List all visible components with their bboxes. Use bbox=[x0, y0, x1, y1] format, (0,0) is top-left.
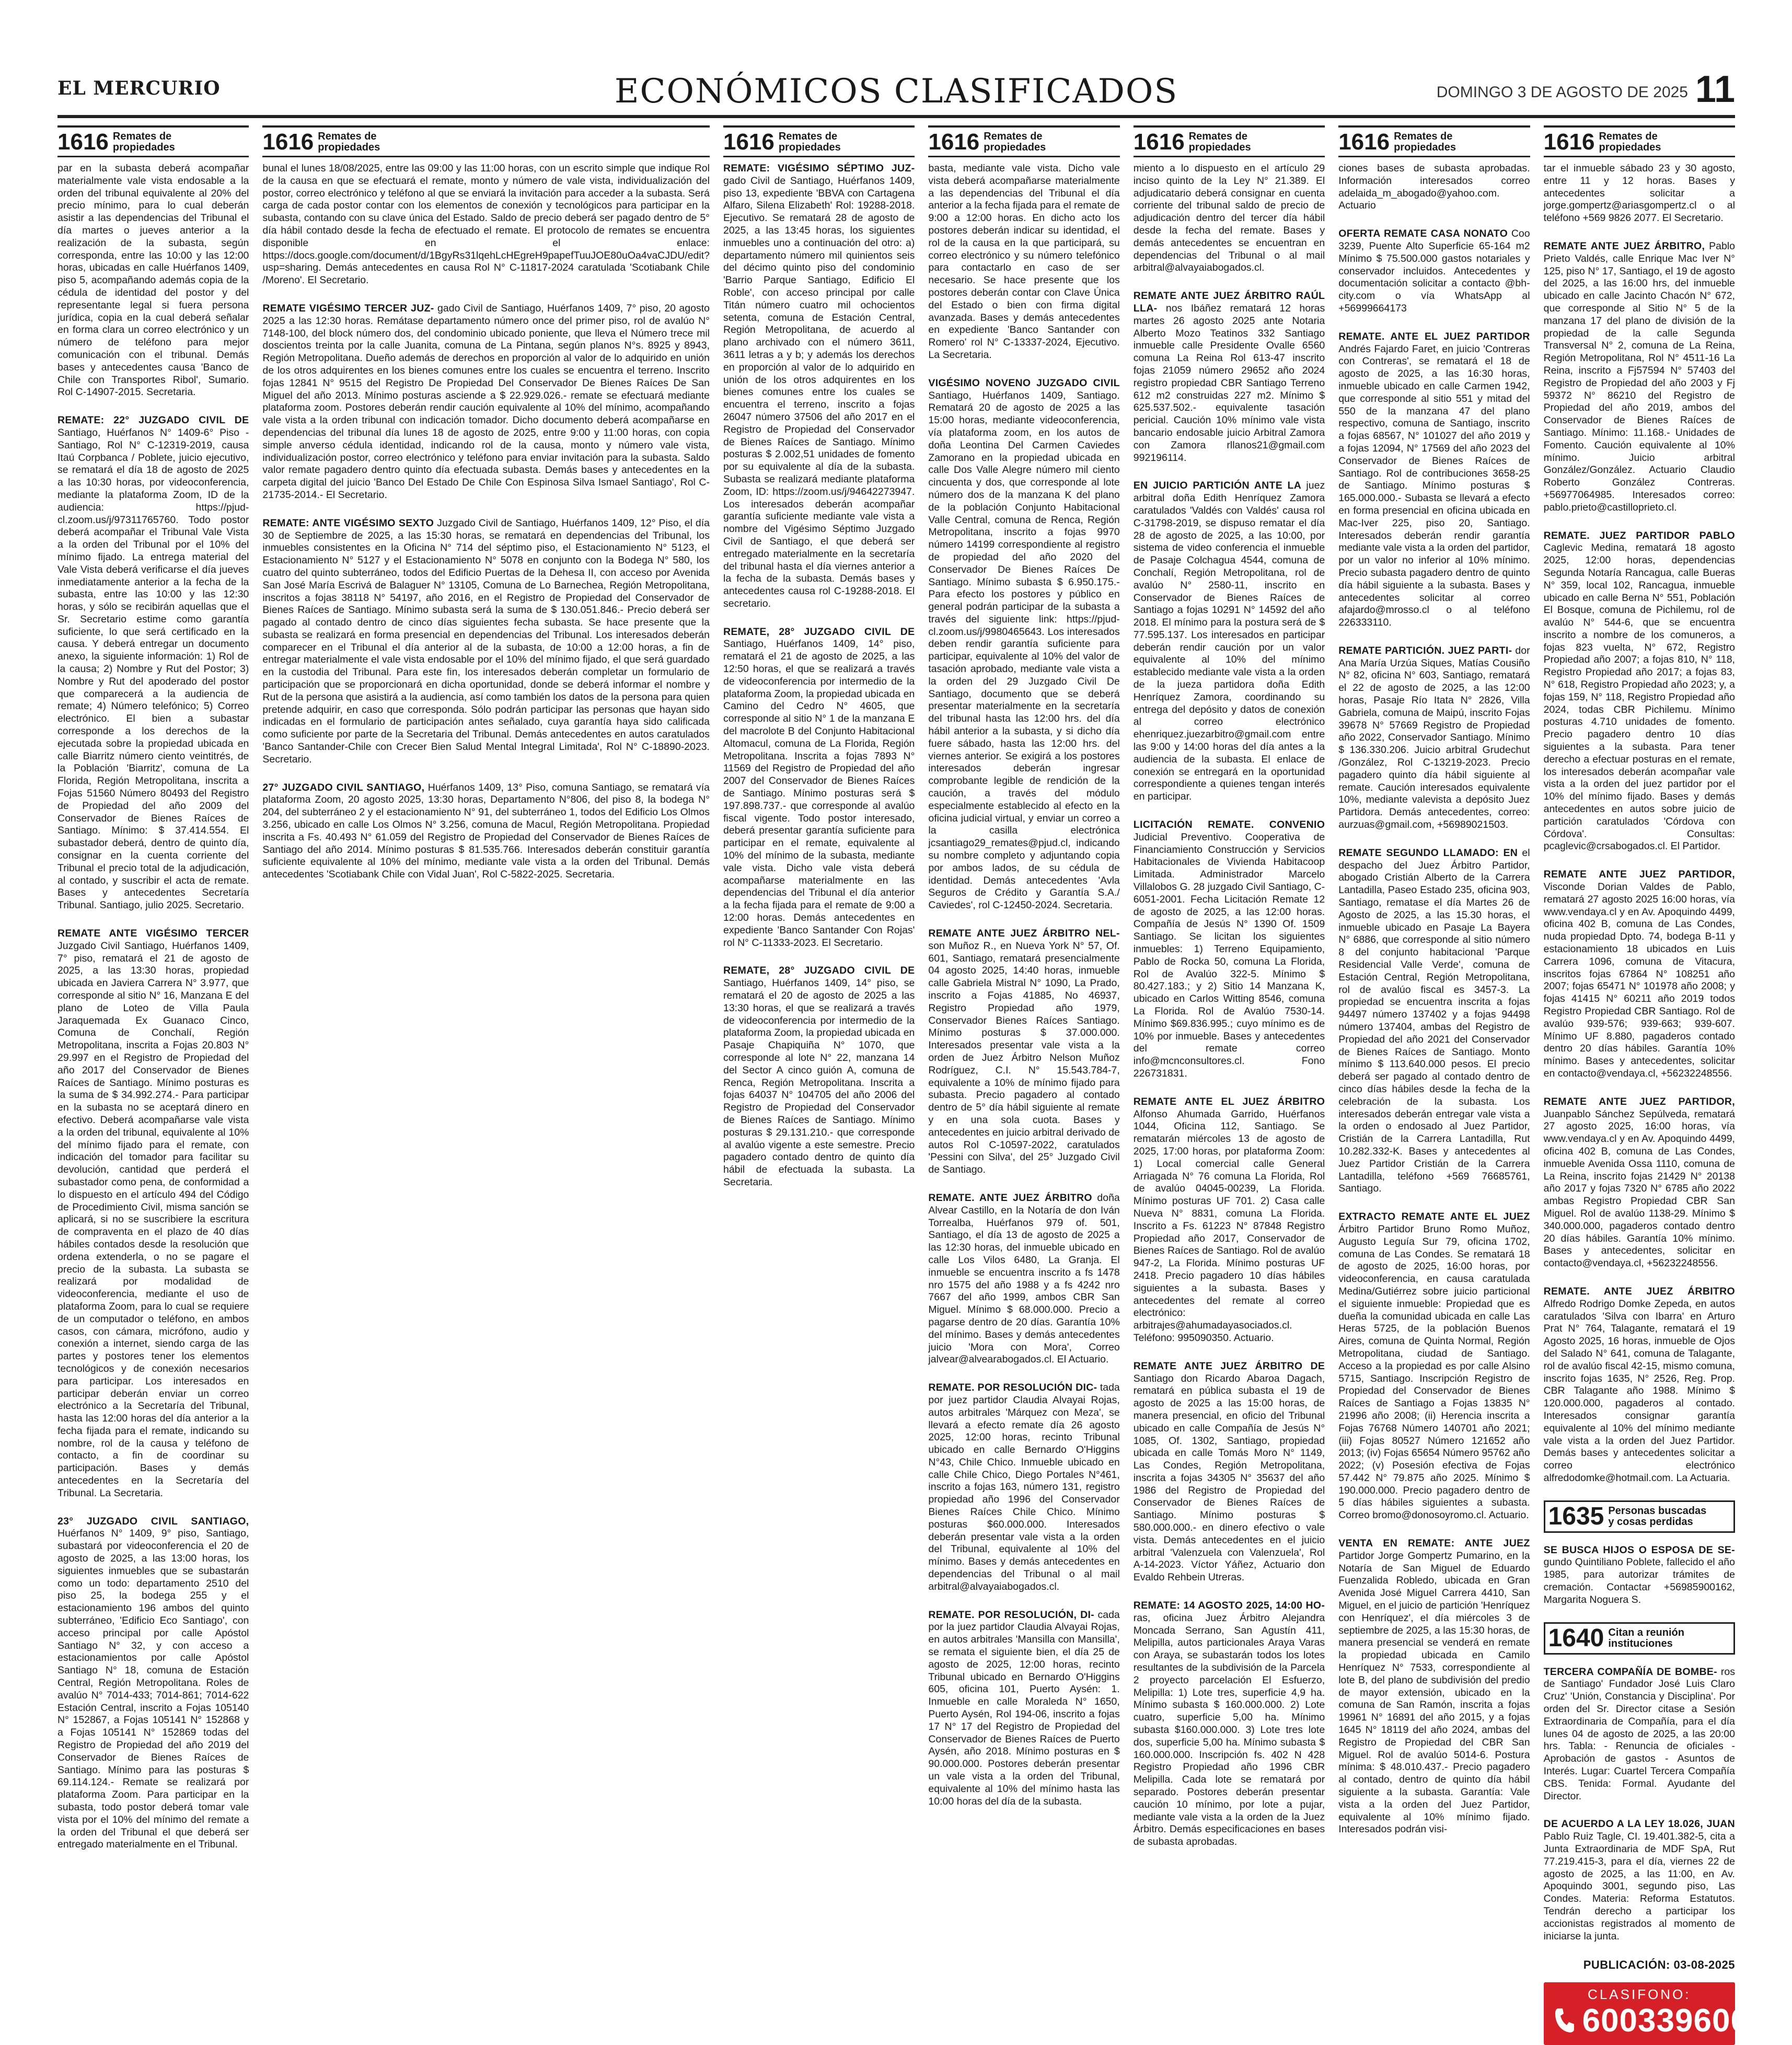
ad-body: nos Ibáñez rematará 12 horas martes 26 agosto 2025 ante Notaria Alberto Mozo Teatinos 332 Santiago inmueble calle Presidente Ovalle 6560 comuna La Reina Rol 613-47 inscrito fojas 21059 número 29652 año 2024 registro propiedad CBR Santiago Terreno 612 m2 construidas 227 m2. Mínimo $ 625.537.502.- equivalente tasación pericial. Caución 10% mínimo vale vista bancario endosable juicio Arbitral Zamora con Zamora rllanos21@gmail.com 992196114. bbox=[1133, 302, 1325, 464]
ad-body: gado Civil de Santiago, Huérfanos 1409, 7° piso, 20 agosto 2025 a las 12:30 horas. Remátase departamento número once del primer piso, rol de avalúo N° 7148-100, del block número dos, del condominio ubicado poniente, que lleva el Número trece mil doscientos treinta por la calle Juanita, comuna de La Pintana, según planos N°s. 8925 y 8943, Región Metropolitana. Dueño además de derechos en proporción al valor de lo adquirido en unión de los otros adquirentes en los bienes comunes entre los cuales se encuentra el terreno. Inscrito fojas 12841 N° 9515 del Registro De Propiedad Del Conservador De Bienes Raíces De San Miguel del año 2013. Mínimo posturas asciende a $ 22.929.026.- remate se efectuará mediante plataforma zoom. Postores deberán rendir caución equivalente al 10% del mínimo, acompañando vale vista a la orden tribunal con indicación tomador. Dicho documento deberá acompañarse en dependencias del tribunal día lunes 18 de agosto de 2025, entre 9:00 y 11:00 horas, con copia simple anverso cédula identidad, indicando rol de la causa, monto y número vale vista, individualización postor, correo electrónico y teléfono para enviar invitación para la subasta. Saldo valor remate pagadero dentro quinto día efectuada subasta. Demás bases y antecedentes en la carpeta digital del juicio 'Banco Del Estado De Chile Con Espinosa Silva Ismael Santiago', Rol C-21735-2014.- El Secretario. bbox=[262, 302, 710, 501]
classified-ad bbox=[1544, 163, 1735, 225]
ad-title: REMATE PARTICIÓN. JUEZ PARTI- bbox=[1338, 644, 1512, 656]
category-code: 1616 bbox=[262, 129, 314, 155]
ad-body: juez arbitral doña Edith Henríquez Zamora caratulados 'Valdés con Valdés' causa rol C-31798-2019, se dispuso rematar el día 28 de agosto de 2025, a las 10:00, por sistema de video conferencia el inmueble de Pasaje Colchagua 4544, comuna de Conchalí, Región Metropolitana, rol de avalúo N° 2580-11, inscrito en Conservador de Bienes Raíces de Santiago a fojas 10291 N° 14592 del año 2018. El mínimo para la postura será de $ 77.595.137. Los interesados en participar deberán rendir caución por un valor equivalente al 10% del mínimo establecido mediante vale vista a la orden de la jueza partidora doña Edith Henríquez Zamora, coordinando su entrega del depósito y datos de conexión al correo electrónico ehenriquez.juezarbitro@gmail.com entre las 9:00 y 14:00 horas del día antes a la audiencia de la subasta. El enlace de conexión se entregará en la oportunidad correspondiente a quienes tengan interés en participar. bbox=[1133, 480, 1325, 803]
ad-body: Pablo Prieto Valdés, calle Enrique Mac Iver N° 125, piso N° 17, Santiago, el 19 de agosto del 2025, a las 16:00 hrs, del inmueble ubicado en calle Jacinto Chacón N° 672, que corresponde al Sitio N° 5 de la manzana 17 del plano de división de la propiedad de la calle Segunda Transversal N° 2, comuna de La Reina, Región Metropolitana, Rol N° 4511-16 La Reina, inscrito a Fj57594 N° 57403 del Registro de Propiedad del año 2003 y Fj 59372 N° 86210 del Registro de Propiedad del año 2019, ambos del Conservador de Bienes Raíces de Santiago. Mínimo: 11.168.- Unidades de Fomento. Caución equivalente al 10% mínimo. Juicio arbitral González/González. Actuario Claudio Roberto González Contreras. +56977064985. Interesados correo: pablo.prieto@castilloprieto.cl. bbox=[1543, 240, 1735, 513]
classified-ad bbox=[723, 965, 915, 1188]
ad-body: miento a lo dispuesto en el artículo 29 inciso quinto de la Ley N° 21.389. El adjudicatario deberá consignar en cuenta corriente del tribunal saldo de precio de adjudicación dentro del tercer día hábil desde la fecha del remate. Bases y demás antecedentes se encuentran en dependencias del Tribunal o al mail arbitral@alvayaiabogados.cl. bbox=[1133, 163, 1325, 274]
ad-body: Alfredo Rodrigo Domke Zepeda, en autos caratulados 'Silva con Ibarra' en Arturo Prat N° 764, Talagante, rematará el 19 Agosto 2025, 16 horas, inmueble de Ojos del Salado N° 641, comuna de Talagante, rol de avalúo fiscal 42-15, mismo comuna, inscrito fojas 1635, N° 2526, Reg. Prop. CBR Talagante año 1988. Mínimo $ 120.000.000, pagaderos al contado. Interesados consignar garantía equivalente al 10% del mínimo mediante vale vista a la orden del Juez Partidor. Demás bases y antecedentes solicitar a correo electrónico alfredodomke@hotmail.com. La Actuaria. bbox=[1543, 1298, 1735, 1484]
ad-title: REMATE: VIGÉSIMO SÉPTIMO JUZ- bbox=[723, 163, 915, 174]
classified-ad bbox=[1544, 1096, 1735, 1270]
category-section-header bbox=[1544, 1622, 1735, 1655]
ad-body: Juanpablo Sánchez Sepúlveda, rematará 27 agosto 2025, 16:00 horas, vía www.vendaya.cl y en Av. Apoquindo 4499, oficina 402 B, comuna de Las Condes, inmueble Avenida Ossa 1110, comuna de La Reina, inscrito fojas 21429 N° 20138 año 2017 y fojas 7320 N° 6785 año 2022 ambas Registro Propiedad CBR San Miguel. Rol de avalúo 1138-29. Mínimo $ 340.000.000, pagaderos contado dentro 20 días hábiles. Garantía 10% mínimo. Bases y antecedentes, solicitar en contacto@vendaya.cl, +56232248556. bbox=[1543, 1108, 1735, 1269]
ad-body: ras, oficina Juez Árbitro Alejandra Moncada Serrano, San Agustín 411, Melipilla, autos particionales Araya Varas con Araya, se subastarán todos los lotes resultantes de la subdivisión de la Parcela 2 proyecto parcelación El Esfuerzo, Melipilla: 1) Lote tres, superficie 4,9 ha. Mínimo subasta $ 160.000.000. 2) Lote cuatro, superficie 5,00 ha. Mínimo subasta $160.000.000. 3) Lote tres lote dos, superficie 5,00 ha. Mínimo subasta $ 160.000.000. Inscripción fs. 402 N 428 Registro Propiedad año 1996 CBR Melipilla. Cada lote se rematará por separado. Postores deberán presentar caución 10 mínimo, por lote a pujar, mediante vale vista a la orden de la Juez Árbitro. Demás especificaciones en bases de subasta aprobadas. bbox=[1133, 1612, 1325, 1848]
classified-ad bbox=[1544, 1286, 1735, 1485]
column-1 bbox=[57, 125, 249, 2045]
column-header bbox=[57, 125, 249, 157]
category-code: 1616 bbox=[723, 129, 774, 155]
ad-body: doña Alvear Castillo, en la Notaría de don Iván Torrealba, Huérfanos 979 of. 501, Santiago, el día 13 de agosto de 2025 a las 12:30 horas, del inmueble ubicado en calle Los Vilos 6480, La Granja. El inmueble se encuentra inscrito a fs 1478 nro 1575 del año 1988 y a fs 4242 nro 7667 del año 1999, ambos CBR San Miguel. Mínimo $ 68.000.000. Precio a pagarse dentro de 20 días. Garantía 10% del mínimo. Bases y demás antecedentes juicio 'Mora con Mora', Correo jalvear@alvearabogados.cl. El Actuario. bbox=[928, 1192, 1120, 1366]
category-label: Remates de propiedades bbox=[112, 131, 175, 153]
classified-ad bbox=[1544, 530, 1735, 853]
ad-body: gundo Quintiliano Poblete, fallecido el año 1985, para autorizar trámites de cremación. Contactar +56985900162, Margarita Noguera S. bbox=[1543, 1556, 1735, 1605]
classified-ad bbox=[1134, 1360, 1325, 1584]
category-label: Remates de propiedades bbox=[318, 131, 380, 153]
ad-body: ros de Santiago' Fundador José Luis Claro Cruz' 'Unión, Constancia y Disciplina'. Por orden del Sr. Director citase a Sesión Extraordinaria de Compañía, para el día lunes 04 de agosto de 2025, a las 20:00 hrs. Tabla: - Renuncia de oficiales - Aprobación de gastos - Asuntos de Interés. Lugar: Cuartel Tercera Compañía CBS. Tenida: Formal. Ayudante del Director. bbox=[1543, 1666, 1735, 1802]
ad-title: REMATE. JUEZ PARTIDOR PABLO bbox=[1543, 529, 1735, 541]
ad-body: Visconde Dorian Valdes de Pablo, rematará 27 agosto 2025 16:00 horas, vía www.vendaya.cl y en Av. Apoquindo 4499, oficina 402 B, comuna de Las Condes, nuda propiedad Dpto. 74, bodega B-11 y estacionamiento 18 ubicados en Luis Carrera 1096, comuna de Vitacura, inscritos fojas 67864 N° 108251 año 2007; fojas 65471 N° 101978 año 2008; y fojas 41415 N° 60211 año 2019 todos Registro Propiedad CBR Santiago. Rol de avalúo 939-576; 939-663; 939-607. Mínimo UF 8.880, pagaderos contado dentro 20 días hábiles. Garantía 10% mínimo. Bases y antecedentes, solicitar en contacto@vendaya.cl, +56232248556. bbox=[1543, 881, 1735, 1079]
category-code: 1640 bbox=[1548, 1624, 1604, 1652]
classified-ad bbox=[928, 1192, 1119, 1366]
column-header bbox=[723, 125, 915, 157]
ad-title: REMATE. POR RESOLUCIÓN DIC- bbox=[928, 1382, 1097, 1394]
ad-body: Alfonso Ahumada Garrido, Huérfanos 1044, Oficina 112, Santiago. Se rematarán miércoles 13 de agosto de 2025, 17:00 horas, por plataforma Zoom: 1) Local comercial calle General Arriagada N° 76 comuna La Florida, Rol de avalúo 04045-00239, La Florida. Mínimo posturas UF 701. 2) Casa calle Nueva N° 8831, comuna La Florida. Inscrito a Fs. 61223 N° 87848 Registro Propiedad año 2017, Conservador de Bienes Raíces de Santiago. Rol de avalúo 947-2, La Florida. Mínimo posturas UF 2418. Precio pagadero 10 días hábiles siguientes a la subasta. Bases y antecedentes del remate al correo electrónico: arbitrajes@ahumadayasociados.cl. Teléfono: 995090350. Actuario. bbox=[1133, 1108, 1325, 1344]
category-section-header bbox=[1544, 1500, 1735, 1533]
ad-title: REMATE ANTE VIGÉSIMO TERCER bbox=[57, 928, 249, 940]
category-code: 1616 bbox=[1338, 129, 1390, 155]
ad-title: EXTRACTO REMATE ANTE EL JUEZ bbox=[1338, 1211, 1530, 1223]
classified-ad bbox=[57, 163, 249, 399]
classified-ad bbox=[1338, 1211, 1530, 1522]
category-label: Remates de propiedades bbox=[1394, 131, 1456, 153]
classified-ad bbox=[928, 163, 1119, 362]
column-header bbox=[1134, 125, 1325, 157]
classified-ad bbox=[262, 517, 710, 766]
section-title: ECONÓMICOS CLASIFICADOS bbox=[614, 72, 1178, 111]
category-code: 1616 bbox=[928, 129, 980, 155]
classified-ad bbox=[1544, 1666, 1735, 1803]
ad-body: ciones bases de subasta aprobadas. Información interesados correo adelaida_m_abogado@yahoo.com. Actuario bbox=[1338, 163, 1530, 212]
clasifono-banner bbox=[1544, 1982, 1768, 2045]
ad-title: REMATE ANTE EL JUEZ ÁRBITRO bbox=[1133, 1095, 1325, 1107]
classified-ad bbox=[1338, 163, 1530, 212]
classified-ad bbox=[57, 928, 249, 1500]
category-code: 1616 bbox=[1543, 129, 1595, 155]
ad-body: cada por la juez partidor Claudia Alvayai Rojas, en autos arbitrales 'Mansilla con Mansilla', se remata el siguiente bien, el día 25 de agosto de 2025, 12:00 horas, recinto Tribunal ubicado en Bernardo O'Higgins 605, oficina 101, Puerto Aysén: 1. Inmueble en calle Moraleda N° 1650, Puerto Aysén, Rol 194-06, inscrito a fojas 17 N° 17 del Registro de Propiedad del Conservador de Bienes Raíces de Puerto Aysén, año 2018. Mínimo posturas en $ 90.000.000. Postores deberán presentar un vale vista a la orden del Tribunal, equivalente al 10% del mínimo hasta las 10:00 horas del día de la subasta. bbox=[928, 1609, 1120, 1807]
masthead bbox=[57, 57, 1735, 118]
classified-ad bbox=[262, 163, 710, 287]
classified-ad bbox=[723, 163, 915, 610]
ad-title: 27° JUZGADO CIVIL SANTIAGO, bbox=[262, 781, 425, 793]
category-code: 1635 bbox=[1548, 1502, 1604, 1530]
ad-title: DE ACUERDO A LA LEY 18.026, JUAN bbox=[1543, 1818, 1735, 1830]
ad-body: par en la subasta deberá acompañar materialmente vale vista endosable a la orden del tribunal equivalente al 20% del precio mínimo, para lo cual deberán asistir a las dependencias del Tribunal el día martes o jueves anterior a la realización de la subasta, según corresponda, entre las 10:00 y las 12:00 horas, ubicadas en calle Huérfanos 1409, piso 5, acompañando además copia de la cédula de identidad del postor y del representante legal si fuera persona jurídica, copia en la cual deberá señalar en forma clara un correo electrónico y un número de teléfono para mejor comunicación con el tribunal. Demás bases y antecedentes causa 'Banco de Chile con Transportes Ribol', Sumario. Rol C-14907-2015. Secretaria. bbox=[57, 163, 249, 398]
ad-body: basta, mediante vale vista. Dicho vale vista deberá acompañarse materialmente a las dependencias del Tribunal el día anterior a la fecha fijada para el remate de 9:00 a 12:00 horas. En dicho acto los postores deberán indicar su identidad, el rol de la causa en la que participará, su correo electrónico y su número telefónico para contactarlo en caso de ser necesario. Se hace presente que los postores deberán contar con Clave Única del Estado o bien con firma digital avanzada. Bases y demás antecedentes en expediente 'Banco Santander con Romero' rol N° C-13337-2024, Ejecutivo. La Secretaria. bbox=[928, 163, 1120, 361]
ad-title: LICITACIÓN REMATE. CONVENIO bbox=[1133, 819, 1325, 831]
classified-ad bbox=[1134, 480, 1325, 803]
ad-body: Santiago, Huérfanos N° 1409-6° Piso - Santiago, Rol N° C-12319-2019, causa Itaú Corpbanca / Poblete, juicio ejecutivo, se rematará el día 18 de agosto de 2025 a las 10:30 horas, por videoconferencia, mediante la plataforma Zoom, ID de la audiencia: https://pjud-cl.zoom.us/j/97311765760. Todo postor deberá acompañar el Tribunal Vale Vista a la orden del Tribunal por el 10% del mínimo fijado. La entrega material del Vale Vista deberá verificarse el día jueves inmediatamente anterior a la fecha de la subasta, entre las 10:00 y las 12:30 horas, y sólo se recibirán aquellas que el Sr. Secretario estime como garantía suficiente, lo que será certificado en la causa. Y deberá entregar un documento anexo, la siguiente información: 1) Rol de la causa; 2) Nombre y Rut del Postor; 3) Nombre y Rut del apoderado del postor que comparecerá a la audiencia de remate; 4) Número telefónico; 5) Correo electrónico. El bien a subastar corresponde a los derechos de la ejecutada sobre la propiedad ubicada en calle Biarritz número ciento veintitrés, de la Población 'Biarritz', comuna de La Florida, Región Metropolitana, inscrita a Fojas 51560 Número 80493 del Registro de Propiedad del año 2009 del Conservador de Bienes Raíces de Santiago. Mínimo: $ 37.414.554. El subastador deberá, dentro de quinto día, consignar en la cuenta corriente del Tribunal el precio total de la adjudicación, al contado, y suscribir el acta de remate. Bases y antecedentes Secretaría Tribunal. Santiago, julio 2025. Secretario. bbox=[57, 426, 249, 911]
classified-ad bbox=[1134, 290, 1325, 464]
ad-title: TERCERA COMPAÑÍA DE BOMBE- bbox=[1543, 1666, 1717, 1678]
ad-title: REMATE. POR RESOLUCIÓN, DI- bbox=[928, 1609, 1094, 1621]
issue-date: DOMINGO 3 DE AGOSTO DE 2025 bbox=[1436, 84, 1688, 101]
ad-body: Caglevic Medina, rematará 18 agosto 2025, 12:00 horas, dependencias Segunda Notaría Rancagua, calle Bueras N° 359, local 102, Rancagua, inmueble ubicado en calle Berna N° 551, Población El Bosque, comuna de Pichilemu, rol de avalúo N° 544-6, que se encuentra inscrito a nombre de los comuneros, a fojas 823 vuelta, N° 672, Registro Propiedad año 2007; a fojas 810, N° 118, Registro Propiedad año 2017; a fojas 83, N° 618, Registro Propiedad año 2023; y, a fojas 159, N° 118, Registro Propiedad año 2024, todas CBR Pichilemu. Mínimo posturas 4.710 unidades de fomento. Precio pagadero dentro 10 días siguientes a la subasta. Para tener derecho a efectuar posturas en el remate, los interesados deberán acompañar vale vista a la orden del juez partidor por el 10% del mínimo fijado. Bases y demás antecedentes en autos sobre juicio de partición caratulados 'Córdova con Córdova'. Consultas: pcaglevic@crsabogados.cl. El Partidor. bbox=[1543, 542, 1735, 852]
classified-ad bbox=[262, 782, 710, 881]
ad-body: Andrés Fajardo Faret, en juicio 'Contreras con Contreras', se rematará el 18 de agosto de 2025, a las 16:30 horas, inmueble ubicado en calle Carmen 1942, que corresponde al sitio 551 y mitad del 550 de la manzana 47 del plano respectivo, comuna de Santiago, inscrito a fojas 68567, N° 101027 del año 2019 y a fojas 12094, N° 17569 del año 2023 del Conservador de Bienes Raíces de Santiago. Rol de contribuciones 3658-25 de Santiago. Mínimo posturas $ 165.000.000.- Subasta se llevará a efecto en forma presencial en oficina ubicada en Mac-Iver 225, piso 20, Santiago. Interesados deberán rendir garantía mediante vale vista a la orden del partidor, por un valor no inferior al 10% mínimo. Precio subasta pagadero dentro de quinto día hábil siguiente a la subasta. Bases y antecedentes solicitar al correo afajardo@mrosso.cl o al teléfono 226333110. bbox=[1338, 343, 1530, 629]
column-6 bbox=[1338, 125, 1530, 2045]
column-4 bbox=[928, 125, 1119, 2045]
publication-name: EL MERCURIO bbox=[57, 77, 221, 99]
ad-title: REMATE, 28° JUZGADO CIVIL DE bbox=[723, 626, 915, 638]
column-2 bbox=[262, 125, 710, 2045]
ad-body: Huérfanos N° 1409, 9° piso, Santiago, subastará por videoconferencia el 20 de agosto de 2025, a las 13:00 horas, los siguientes inmuebles que se subastarán como un todo: departamento 2510 del piso 25, la bodega 255 y el estacionamiento 196 ambos del quinto subterráneo, 'Edificio Eco Santiago', con acceso principal por calle Apóstol Santiago N° 32, y con acceso a estacionamientos por calle Apóstol Santiago N° 18, comuna de Estación Central, Región Metropolitana. Roles de avalúo N° 7014-433; 7014-861; 7014-622 Estación Central, inscrito a Fojas 105140 N° 152867, a Fojas 105141 N° 152868 y a Fojas 105141 N° 152869 todas del Registro de Propiedad del año 2019 del Conservador de Bienes Raíces de Santiago. Mínimo para las posturas $ 69.114.124.- Remate se realizará por plataforma Zoom. Para participar en la subasta, todo postor deberá tomar vale vista por el 10% del mínimo del remate a la orden del Tribunal el que deberá ser entregado materialmente en el Tribunal. bbox=[57, 1528, 249, 1851]
classified-ad bbox=[928, 1609, 1119, 1808]
ad-title: OFERTA REMATE CASA NONATO bbox=[1338, 228, 1508, 240]
ad-title: VIGÉSIMO NOVENO JUZGADO CIVIL bbox=[928, 377, 1120, 389]
classified-ad bbox=[1544, 1818, 1735, 1943]
phone-icon bbox=[1553, 2006, 1576, 2035]
category-label: Remates de propiedades bbox=[1599, 131, 1661, 153]
ad-title: SE BUSCA HIJOS O ESPOSA DE SE- bbox=[1543, 1544, 1735, 1556]
ad-body: Santiago, Huérfanos 1409, 14° piso, se rematará el 20 de agosto de 2025 a las 13:30 horas, el que se realizará a través de videoconferencia por intermedio de la plataforma Zoom, la propiedad ubicada en Pasaje Chapiquiña N° 1070, que corresponde al lote N° 22, manzana 14 del Sector A cinco guión A, comuna de Renca, Región Metropolitana. Inscrita a fojas 64037 N° 104705 del año 2006 del Registro de Propiedad del Conservador de Bienes Raíces de Santiago. Mínimo posturas $ 29.131.210.- que corresponde al avalúo vigente a este semestre. Precio pagadero contado dentro de quinto día hábil de efectuada la subasta. La Secretaria. bbox=[723, 977, 915, 1188]
ad-body: Juzgado Civil de Santiago, Huérfanos 1409, 12° Piso, el día 30 de Septiembre de 2025, a las 15:30 horas, se rematará en dependencias del Tribunal, los inmuebles consistentes en la Oficina N° 714 del séptimo piso, el Estacionamiento N° 5123, el Estacionamiento N° 5127 y el Estacionamiento N° 5078 en conjunto con la Bodega N° 580, los cuatro del quinto subterráneo, todos del Edificio Puertas de la Dehesa II, con acceso por Avenida San José María Escrivá de Balaguer N° 13105, Comuna de Lo Barnechea, Región Metropolitana, inscritos a fojas 38118 N° 54197, año 2016, en el Registro de Propiedad del Conservador de Bienes Raíces de Santiago. Mínimo subasta será la suma de $ 130.051.846.- Precio deberá ser pagado al contado dentro de cinco días siguientes fecha subasta. Se hace presente que la subasta se realizará en forma presencial en dependencias del Tribunal. Los interesados deberán comparecer en el Tribunal el día anterior al de la subasta, de 10:00 a 12:00 horas, a fin de entregar materialmente el vale vista endosable por el 10% del mínimo fijado, el que será guardado en la custodia del Tribunal. Para este fin, los interesados deberán completar un formulario de participación que se proporcionará en dicha oportunidad, donde se deberá informar el nombre y Rut de la persona que asistirá a la audiencia, así como también los datos de la persona para quien pretende adquirir, en caso que corresponda. Sólo podrán participar las personas que hayan sido indicadas en el formulario de participación antes señalado, cuya garantía haya sido calificada como suficiente por parte de la Secretaria del Tribunal. Demás antecedentes en autos caratulados 'Banco Santander-Chile con Crecer Bien Salud Mental Integral Limitada', Rol N° C-18890-2023. Secretario. bbox=[262, 517, 710, 765]
ad-title: 23° JUZGADO CIVIL SANTIAGO, bbox=[57, 1515, 249, 1527]
ad-title: REMATE ANTE JUEZ PARTIDOR, bbox=[1543, 869, 1735, 881]
classified-ad bbox=[1134, 1096, 1325, 1345]
ad-title: REMATE ANTE JUEZ ÁRBITRO DE bbox=[1133, 1360, 1325, 1372]
classified-ad bbox=[723, 626, 915, 950]
column-3 bbox=[723, 125, 915, 2045]
ad-body: Partidor Jorge Gompertz Pumarino, en la Notaría de San Miguel de Eduardo Fuenzalida Robledo, ubicada en Gran Avenida José Miguel Carrera 4410, San Miguel, en el juicio de partición 'Henríquez con Henríquez', el día miércoles 3 de septiembre de 2025, a las 15:30 horas, de manera presencial se venderá en remate la propiedad ubicada en Camilo Henríquez N° 7533, correspondiente al lote B, del plano de subdivisión del predio de mayor extensión, ubicado en la comuna de San Ramón, inscrita a fojas 19961 N° 16891 del año 2015, y a fojas 1645 N° 18119 del año 2024, ambas del Registro de Propiedad del CBR San Miguel. Rol de avalúo 5014-6. Postura mínima: $ 48.010.437.- Precio pagadero al contado, dentro de quinto día hábil siguiente a la subasta. Garantía: Vale vista a la orden del Juez Partidor, equivalente al 10% mínimo fijado. Interesados podrán visi- bbox=[1338, 1550, 1530, 1835]
clasifono-label: CLASIFONO: bbox=[1588, 1986, 1691, 2003]
ad-title: EN JUICIO PARTICIÓN ANTE LA bbox=[1133, 480, 1302, 492]
ad-body: Santiago don Ricardo Abaroa Dagach, rematará en pública subasta el 19 de agosto de 2025 a las 15:00 horas, de manera presencial, en oficio del Tribunal ubicado en calle Compañía de Jesús N° 1085, Of. 1302, Santiago, propiedad ubicada en calle Tomás Moro N° 1149, Las Condes, Región Metropolitana, inscrita a fojas 34305 N° 35637 del año 1986 del Registro de Propiedad del Conservador de Bienes Raíces de Santiago. Mínimo posturas $ 580.000.000.- en dinero efectivo o vale vista. Demás antecedentes en el juicio arbitral 'Valenzuela con Valenzuela', Rol A-14-2023. Víctor Yáñez, Actuario don Evaldo Rehbein Utreras. bbox=[1133, 1372, 1325, 1584]
ad-body: Pablo Ruiz Tagle, CI. 19.401.382-5, cita a Junta Extraordinaria de MDF SpA, Rut 77.219.415-3, para el día, viernes 22 de agosto de 2025, a las 11:00, en Av. Apoquindo 3001, segundo piso, Las Condes. Materia: Reforma Estatutos. Tendrán derecho a participar los accionistas registrados al momento de iniciarse la junta. bbox=[1543, 1831, 1735, 1942]
classified-ad bbox=[1338, 331, 1530, 629]
ad-title: REMATE: 22° JUZGADO CIVIL DE bbox=[57, 414, 249, 426]
category-code: 1616 bbox=[57, 129, 109, 155]
classified-ad bbox=[1544, 240, 1735, 514]
classified-ad bbox=[1134, 163, 1325, 274]
column-header bbox=[1338, 125, 1530, 157]
ad-title: VENTA EN REMATE: ANTE JUEZ bbox=[1338, 1538, 1530, 1550]
category-code: 1616 bbox=[1133, 129, 1185, 155]
ad-body: dor Ana María Urzúa Siques, Matías Cousiño N° 82, oficina N° 603, Santiago, rematará el 22 de agosto de 2025, a las 12:00 horas, Pasaje Río Itata N° 2826, Villa Gabriela, comuna de Maipú, inscrito Fojas 39678 N° 57669 Registro de Propiedad año 2022, Conservador Santiago. Mínimo $ 136.330.206. Juicio arbitral Grudechut /González, Rol C-13219-2023. Precio pagadero quinto día hábil siguiente al remate. Caución interesados equivalente 10%, mediante valevista a depósito Juez Partidora. Demás antecedentes, correo: aurzuas@gmail.com, +56989021503. bbox=[1338, 644, 1530, 831]
ad-title: REMATE ANTE JUEZ PARTIDOR, bbox=[1543, 1095, 1735, 1107]
ad-body: Santiago, Huérfanos 1409, 14° piso, rematará el 21 de agosto de 2025, a las 12:50 horas, el que se realizará a través de videoconferencia por intermedio de la plataforma Zoom, la propiedad ubicada en Camino del Cedro N° 4605, que corresponde al sitio N° 1 de la manzana E del macrolote B del Conjunto Habitacional Altomacul, comuna de La Florida, Región Metropolitana. Inscrita a fojas 7893 N° 11569 del Registro de Propiedad del año 2007 del Conservador de Bienes Raíces de Santiago. Mínimo posturas será $ 197.898.737.- que corresponde al avalúo fiscal vigente. Todo postor interesado, deberá presentar garantía suficiente para participar en el remate, equivalente al 10% del mínimo de la subasta, mediante vale vista. Dicho vale vista deberá acompañarse materialmente en las dependencias del Tribunal el día anterior a la fecha fijada para el remate de 9:00 a 12:00 horas. Demás antecedentes en expediente 'Banco Santander Con Rojas' rol N° C-11333-2023. El Secretario. bbox=[723, 638, 915, 949]
ad-title: REMATE. ANTE EL JUEZ PARTIDOR bbox=[1338, 330, 1530, 342]
classified-ad bbox=[1544, 1544, 1735, 1607]
ad-title: REMATE ANTE JUEZ ÁRBITRO, bbox=[1543, 240, 1705, 252]
ad-body: Huérfanos 1409, 13° Piso, comuna Santiago, se rematará vía plataforma Zoom, 20 agosto 2025, 13:30 horas, Departamento N°806, del piso 8, la bodega N° 204, del subterráneo 2 y el estacionamiento N° 91, del subterráneo 1, todos del Edificio Los Olmos 3.256, ubicado en calle Los Olmos N° 3.256, comuna de Macul, Región Metropolitana. Propiedad inscrita a Fs. 40.493 N° 61.059 del Registro de Propiedad del Conservador de Bienes Raíces de Santiago del año 2014. Mínimo posturas $ 81.535.766. Interesados deberán constituir garantía suficiente equivalente al 10% del mínimo, mediante vale vista a la orden del Tribunal. Demás antecedentes 'Scotiabank Chile con Vidal Juan', Rol C-5822-2025. Secretaria. bbox=[262, 781, 710, 881]
ad-title: REMATE. ANTE JUEZ ÁRBITRO bbox=[1543, 1285, 1735, 1297]
classified-ad bbox=[928, 928, 1119, 1176]
ad-body: son Muñoz R., en Nueva York N° 57, Of. 601, Santiago, rematará presencialmente 04 agosto 2025, 14:40 horas, inmueble calle Gabriela Mistral N° 1090, La Prado, inscrito a Fojas 41885, No 46937, Registro Propiedad año 1979, Conservador Bienes Raíces Santiago. Mínimo posturas $ 37.000.000. Interesados presentar vale vista a la orden de Juez Árbitro Nelson Muñoz Rodríguez, C.I. N° 15.543.784-7, equivalente a 10% de mínimo fijado para subasta. Precio pagadero al contado dentro de 5° día hábil siguiente al remate y en una sola cuota. Bases y antecedentes en juicio arbitral derivado de autos Rol C-10597-2022, caratulados 'Pessini con Silva', del 25° Juzgado Civil de Santiago. bbox=[928, 940, 1120, 1176]
ad-body: Santiago, Huérfanos 1409, Santiago. Rematará 20 de agosto de 2025 a las 15:00 horas, mediante videoconferencia, vía plataforma zoom, en los autos de doña Leontina Del Carmen Caviedes Zamorano en la propiedad ubicada en calle Dos Valle Alegre número mil ciento cincuenta y dos, que corresponde al lote número dos de la manzana K del plano de la población Conjunto Habitacional Valle Central, comuna de Renca, Región Metropolitana, inscrito a fojas 9970 número 14199 correspondiente al registro de propiedad del año 2020 del Conservador De Bienes Raíces De Santiago. Mínimo subasta $ 6.950.175.- Para efecto los postores y público en general podrán participar de la subasta a través del siguiente link: https://pjud-cl.zoom.us/j/9980465643. Los interesados deben rendir garantía suficiente para participar, equivalente al 10% del valor de tasación aprobado, mediante vale vista a la orden del 29 Juzgado Civil De Santiago, documento que se deberá presentar materialmente en la secretaría del tribunal hasta las 12:00 hrs. del día hábil anterior a la subasta, y si dicho día fuere sábado, hasta las 12:00 hrs. del viernes anterior. Se exigirá a los postores interesados deberán ingresar comprobante legible de rendición de la caución, a través del módulo especialmente establecido al efecto en la oficina judicial virtual, y enviar un correo a la casilla electrónica jcsantiago29_remates@pjud.cl, indicando su nombre completo y adjuntando copia por ambos lados, de su cédula de identidad. Demás antecedentes 'Avla Seguros de Crédito y Garantía S.A./ Caviedes', rol C-12450-2024. Secretaria. bbox=[928, 389, 1120, 911]
ad-body: gado Civil de Santiago, Huérfanos 1409, piso 13, expediente 'BBVA con Cartagena Alfaro, Silena Elizabeth' Rol: 19288-2018. Ejecutivo. Se rematará 28 de agosto de 2025, a las 13:45 horas, los siguientes inmuebles uno a continuación del otro: a) departamento número mil quinientos seis del décimo quinto piso del condominio 'Barrio Parque Santiago, Edificio El Roble', con acceso principal por calle Titán número cuatro mil ochocientos setenta, comuna de Estación Central, Región Metropolitana, de acuerdo al plano archivado con el número 3611, 3611 letras a y b; y además los derechos en proporción al valor de lo adquirido en unión de los otros adquirentes en los bienes comunes entre los cuales se encuentra el terreno, inscrito a fojas 26047 número 37506 del año 2017 en el Registro de Propiedad del Conservador de Bienes Raíces de Santiago. Mínimo posturas $ 2.002,51 unidades de fomento por su equivalente al día de la subasta. Subasta se realizará mediante plataforma Zoom, ID: https://zoom.us/j/94642273947. Los interesados deberán acompañar garantía suficiente mediante vale vista a nombre del Vigésimo Séptimo Juzgado Civil de Santiago, el que deberá ser entregado materialmente en la secretaría del tribunal hasta el día viernes anterior a la fecha de la subasta. Demás bases y antecedentes causa rol C-19288-2018. El secretario. bbox=[723, 175, 915, 609]
ad-title: REMATE: 14 AGOSTO 2025, 14:00 HO- bbox=[1133, 1600, 1325, 1612]
ad-body: bunal el lunes 18/08/2025, entre las 09:00 y las 11:00 horas, con un escrito simple que indique Rol de la causa en que se efectuará el remate, monto y número de vale vista, individualización del postor, correo electrónico y teléfono al que se enviará la invitación para acceder a la subasta. Será carga de cada postor contar con los elementos de conexión y tecnológicos para participar en la subasta, contando con su clave única del Estado. Saldo de precio deberá ser pagado dentro de 5° día hábil contado desde la fecha de efectuado el remate. El protocolo de remates se encuentra disponible en el enlace: https://docs.google.com/document/d/1BgyRs31lqehLcHEgreH9papefTuuJOE80uOa4vaCJDU/edit?usp=sharing. Demás antecedentes en causa Rol N° C-11817-2024 caratulada 'Scotiabank Chile /Moreno'. El Secretario. bbox=[262, 163, 710, 286]
ad-body: tada por juez partidor Claudia Alvayai Rojas, autos arbitrales 'Márquez con Meza', se llevará a efecto remate día 26 agosto 2025, 12:00 horas, recinto Tribunal ubicado en calle Bernardo O'Higgins N°43, Chile Chico. Inmueble ubicado en calle Chile Chico, Diego Portales N°461, inscrito a fojas 163, número 131, registro propiedad año 1996 del Conservador Bienes Raíces Chile Chico. Mínimo posturas $60.000.000. Interesados deberán presentar vale vista a la orden del Tribunal, equivalente al 10% del mínimo. Bases y demás antecedentes en dependencias del Tribunal o al mail arbitral@alvayaiabogados.cl. bbox=[928, 1382, 1120, 1592]
classified-ad bbox=[928, 1382, 1119, 1593]
classified-ad bbox=[262, 303, 710, 502]
classified-ad bbox=[1544, 869, 1735, 1080]
category-label: Remates de propiedades bbox=[984, 131, 1046, 153]
publication-date-line: PUBLICACIÓN: 03-08-2025 bbox=[1583, 1958, 1735, 1972]
ad-body: Coo 3239, Puente Alto Superficie 65-164 m2 Mínimo $ 75.500.000 gastos notariales y conservador incluidos. Antecedentes y documentación solicitar a contacto @bh-city.com o vía WhatsApp al +56999664173 bbox=[1338, 228, 1530, 314]
column-header bbox=[1544, 125, 1735, 157]
ad-title: REMATE VIGÉSIMO TERCER JUZ- bbox=[262, 302, 434, 314]
category-label: Remates de propiedades bbox=[778, 131, 841, 153]
ad-title: REMATE: ANTE VIGÉSIMO SEXTO bbox=[262, 517, 434, 529]
column-7 bbox=[1543, 125, 1768, 2045]
page-number: 11 bbox=[1695, 68, 1735, 110]
ad-body: el despacho del Juez Árbitro Partidor, abogado Cristián Alberto de la Carrera Lantadilla, Paseo Estado 235, oficina 903, Santiago, rematase el día Martes 26 de Agosto de 2025, a las 15.30 horas, el inmueble ubicado en Pasaje La Bayera N° 6886, que corresponde al sitio número 8 del conjunto habitacional 'Parque Residencial Valle Verde', comuna de Estación Central, Región Metropolitana, rol de avalúo fiscal es 3457-3. La propiedad se encuentra inscrita a fojas 94497 número 137402 y a fojas 94498 número 137404, ambas del Registro de Propiedad del año 2021 del Conservador de Bienes Raíces de Santiago. Monto mínimo $ 113.640.000 pesos. El precio deberá ser pagado al contado dentro de cinco días hábiles desde la fecha de la celebración de la subasta. Los interesados deberán entregar vale vista a la orden o endosado al Juez Partidor, Cristián de la Carrera Lantadilla, Rut 10.282.332-K. Bases y antecedentes al Juez Partidor Cristián de la Carrera Lantadilla, teléfono +569 76685761, Santiago. bbox=[1338, 847, 1530, 1195]
ad-body: Judicial Preventivo. Cooperativa de Financiamiento Construcción y Servicios Habitacionales de Vivienda Habitacoop Limitada. Administrador Marcelo Villalobos G. 28 juzgado Civil Santiago, C-6051-2001. Fecha Licitación Remate 12 de agosto de 2025, a las 12:00 horas. Compañía de Jesús N° 1390 Of. 1509 Santiago. Se licitan los siguientes inmuebles: 1) Terreno Equipamiento, Pablo de Rocka 50, comuna La Florida, Rol de Avalúo 322-5. Mínimo $ 80.427.183.; y 2) Sitio 14 Manzana K, ubicado en Carlos Witting 8546, comuna La Florida. Rol de Avalúo 7530-14. Mínimo $69.836.995.; cuyo mínimo es de 10% por inmueble. Bases y antecedentes del remate correo info@mcnconsultores.cl. Fono 226731831. bbox=[1133, 831, 1325, 1079]
classified-columns bbox=[57, 125, 1768, 2039]
ad-body: Juzgado Civil Santiago, Huérfanos 1409, 7° piso, rematará el 21 de agosto de 2025, a las 13:30 horas, propiedad ubicada en Javiera Carrera N° 3.977, que corresponde al sitio N° 16, Manzana E del plano de Loteo de Villa Paula Jaraquemada Ex Guanaco Cinco, Comuna de Conchalí, Región Metropolitana, inscrita a Fojas 20.803 N° 29.997 en el Registro de Propiedad del año 2017 del Conservador de Bienes Raíces de Santiago. Mínimo posturas es la suma de $ 34.992.274.- Para participar en la subasta no se aceptará dinero en efectivo. Deberá acompañarse vale vista a la orden del tribunal, equivalente al 10% del mínimo fijado para el remate, con indicación del tomador para facilitar su devolución, cantidad que perderá el subastador como pena, de conformidad a lo dispuesto en el artículo 494 del Código de Procedimiento Civil, misma sanción se aplicará, si no se suscribiere la escritura de compraventa en el plazo de 40 días hábiles contados desde la resolución que ordena extenderla, o no se pagare el precio de la subasta. La subasta se realizará por modalidad de videoconferencia, mediante el uso de plataforma Zoom, para lo cual se requiere de un computador o teléfono, en ambos casos, con cámara, micrófono, audio y conexión a internet, siendo carga de las partes y postores tener los elementos tecnológicos y de conexión necesarios para participar. Los interesados en participar deberán enviar un correo electrónico a la Secretaría del Tribunal, hasta las 12:00 horas del día anterior a la fecha fijada para el remate, indicando su nombre, rol de la causa y teléfono de contacto, a fin de coordinar su participación. Bases y demás antecedentes en la Secretaría del Tribunal. La Secretaria. bbox=[57, 940, 249, 1499]
category-label: Citan a reunión instituciones bbox=[1608, 1626, 1684, 1649]
ad-title: REMATE, 28° JUZGADO CIVIL DE bbox=[723, 965, 915, 977]
category-label: Remates de propiedades bbox=[1188, 131, 1251, 153]
ad-title: REMATE. ANTE JUEZ ÁRBITRO bbox=[928, 1192, 1092, 1204]
category-label: Personas buscadas y cosas perdidas bbox=[1608, 1505, 1707, 1528]
ad-body: tar el inmueble sábado 23 y 30 agosto, entre 11 y 12 horas. Bases y antecedentes solicitar a jorge.gompertz@ariasgompertz.cl o al teléfono +569 9826 2077. El Secretario. bbox=[1543, 163, 1735, 224]
column-header bbox=[262, 125, 710, 157]
classified-ad bbox=[1338, 847, 1530, 1195]
classified-ad bbox=[928, 377, 1119, 912]
classified-ad bbox=[57, 1516, 249, 1852]
classified-ad bbox=[1338, 645, 1530, 831]
classified-ad bbox=[1134, 1600, 1325, 1848]
ad-body: Árbitro Partidor Bruno Romo Muñoz, Augusto Leguía Sur 79, oficina 1702, comuna de Las Condes. Se rematará 18 de agosto de 2025, 16:00 horas, por videoconferencia, en causa caratulada Medina/Gutiérrez sobre juicio particional el siguiente inmueble: Propiedad que es dueña la comunidad ubicada en calle Las Heras 5725, de la población Buenos Aires, comuna de Quinta Normal, Región Metropolitana, ciudad de Santiago. Acceso a la propiedad es por calle Alsino 5715, Santiago. Inscripción Registro de Propiedad del Conservador de Bienes Raíces de Santiago a Fojas 13835 N° 21996 año 2008; (ii) Herencia inscrita a Fojas 76768 Número 140701 año 2021; (iii) Fojas 80527 Número 121652 año 2013; (iv) Fojas 65654 Número 95762 año 2022; (v) Posesión efectiva de Fojas 57.442 N° 79.875 año 2025. Mínimo $ 190.000.000. Precio pagadero dentro de 5 días hábiles siguientes a subasta. Correo bromo@donosoyromo.cl. Actuario. bbox=[1338, 1223, 1530, 1521]
ad-title: REMATE SEGUNDO LLAMADO: EN bbox=[1338, 847, 1518, 859]
ad-title: REMATE ANTE JUEZ ÁRBITRO RAÚL LLA- bbox=[1133, 290, 1325, 314]
classified-ad bbox=[1134, 819, 1325, 1080]
classified-ad bbox=[57, 414, 249, 912]
classified-ad bbox=[1338, 1538, 1530, 1836]
ad-title: REMATE ANTE JUEZ ÁRBITRO NEL- bbox=[928, 928, 1120, 940]
clasifono-number: 6003396000 bbox=[1582, 2003, 1768, 2039]
column-5 bbox=[1134, 125, 1325, 2045]
column-header bbox=[928, 125, 1119, 157]
classified-ad bbox=[1338, 228, 1530, 315]
